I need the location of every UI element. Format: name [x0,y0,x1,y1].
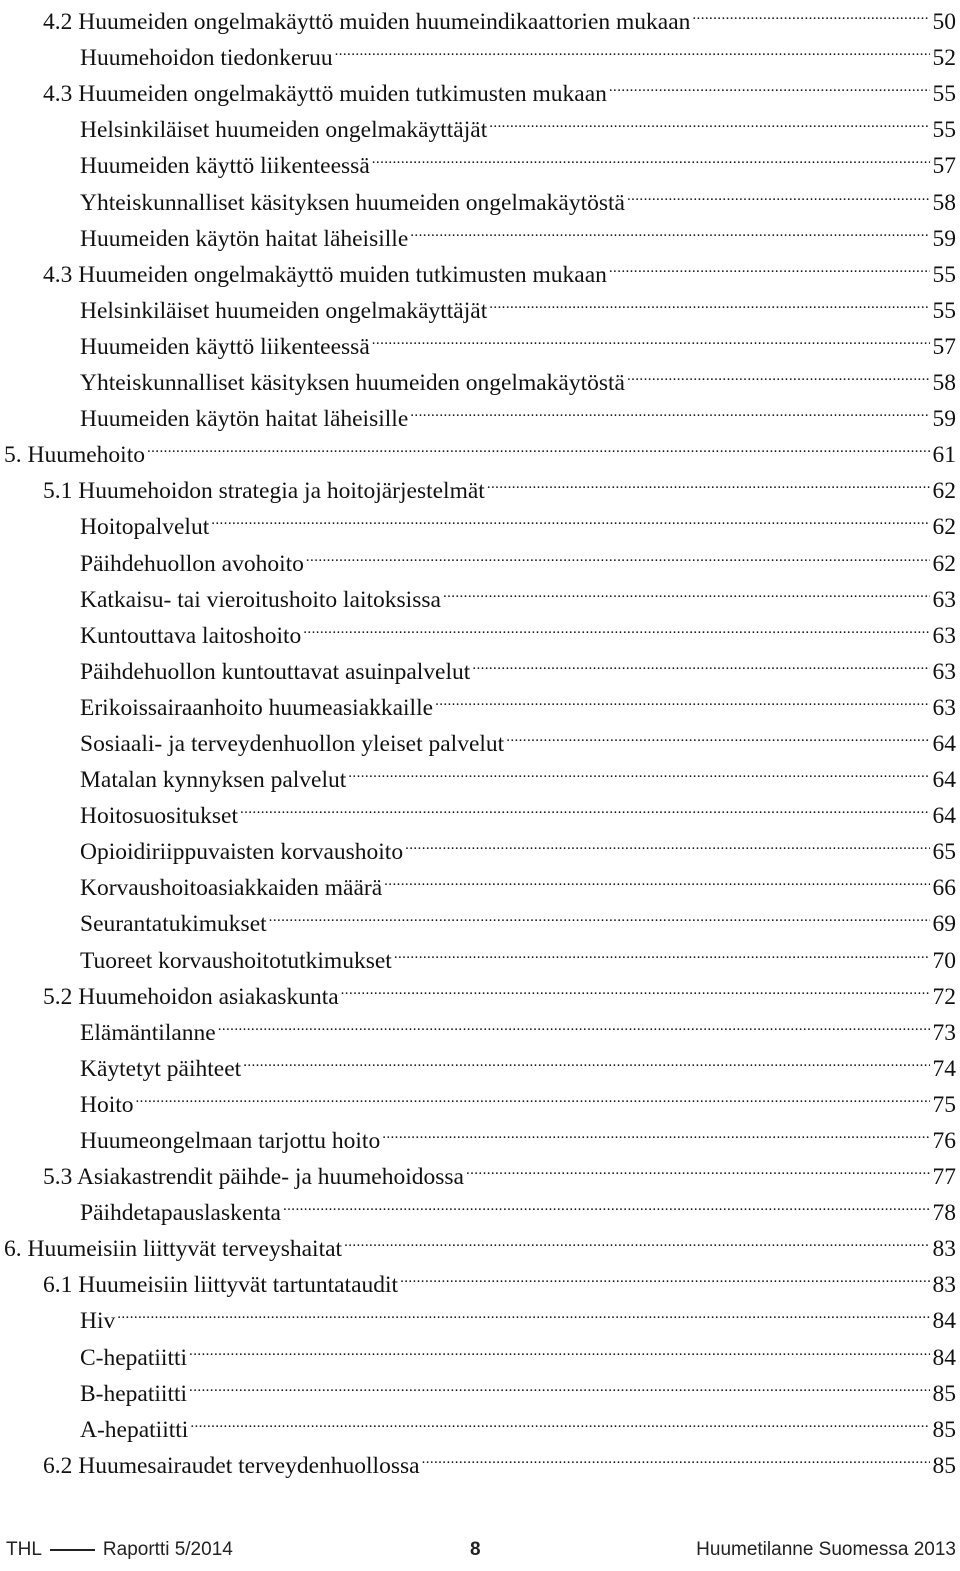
toc-dot-leader [443,571,930,607]
toc-dot-leader [627,173,930,209]
toc-dot-leader [147,426,930,462]
toc-entry-page: 58 [932,370,956,397]
toc-dot-leader [189,1328,929,1364]
toc-entry-title: Päihdehuollon kuntouttavat asuinpalvelut [80,658,471,685]
toc-dot-leader [609,246,930,282]
toc-entry-page: 85 [932,1380,956,1407]
toc-dot-leader [344,1220,929,1256]
toc-entry-title: Erikoissairaanhoito huumeasiakkaille [80,694,434,721]
toc-entry-page: 85 [932,1452,956,1479]
toc-dot-leader [372,318,930,354]
toc-entry-page: 84 [932,1308,956,1335]
toc-entry-title: Katkaisu- tai vieroitushoito laitoksissa [80,586,441,613]
toc-entry-title: Elämäntilanne [80,1019,216,1046]
toc-dot-leader [136,1076,930,1112]
toc-entry-page: 55 [932,81,956,108]
toc-dot-leader [435,679,929,715]
toc-dot-leader [487,462,930,498]
toc-dot-leader [269,895,930,931]
toc-entry-page: 59 [932,225,956,252]
toc-dot-leader [506,715,929,751]
toc-entry-title: Huumeiden käytön haitat läheisille [80,406,409,433]
toc-entry-title: Päihdetapauslaskenta [80,1200,281,1227]
toc-entry-title: Yhteiskunnalliset käsityksen huumeiden ongelmakäytöstä [80,370,625,397]
toc-dot-leader [410,390,929,426]
toc-entry-title: Hoitopalvelut [80,514,210,541]
toc-dot-leader [303,607,929,643]
footer-publisher: THL [6,1539,42,1560]
toc-entry-title: B-hepatiitti [80,1380,188,1407]
toc-entry-title: Huumeiden käyttö liikenteessä [80,153,370,180]
toc-entry-page: 55 [932,297,956,324]
toc-entry-page: 57 [932,333,956,360]
toc-entry-page: 65 [932,839,956,866]
toc-entry-title: Hoitosuositukset [80,803,238,830]
toc-entry-title: 5. Huumehoito [4,442,145,469]
toc-dot-leader [692,0,929,29]
toc-dot-leader [384,859,929,895]
toc-dot-leader [394,931,930,967]
toc-dot-leader [243,1040,929,1076]
toc-dot-leader [372,137,930,173]
toc-entry-title: 5.3 Asiakastrendit päihde- ja huumehoidossa [43,1164,464,1191]
footer-divider [50,1549,95,1551]
footer-publisher-series [6,1539,233,1561]
toc-entry-title: 5.1 Huumehoidon strategia ja hoitojärjestelmät [43,478,485,505]
toc-entry-title: 6. Huumeisiin liittyvät terveyshaitat [4,1236,343,1263]
toc-entry-title: 5.2 Huumehoidon asiakaskunta [43,983,339,1010]
toc-dot-leader [382,1112,929,1148]
toc-dot-leader [472,643,929,679]
toc-entry-page: 73 [932,1019,956,1046]
toc-dot-leader [609,65,930,101]
toc-entry-page: 62 [932,478,956,505]
toc-entry-page: 72 [932,983,956,1010]
toc-entry-page: 63 [932,658,956,685]
toc-entry-title: Sosiaali- ja terveydenhuollon yleiset palvelut [80,730,505,757]
toc-entry-title: 4.2 Huumeiden ongelmakäyttö muiden huumeindikaattorien mukaan [43,9,691,36]
toc-entry-title: Korvaushoitoasiakkaiden määrä [80,875,383,902]
toc-entry-title: Yhteiskunnalliset käsityksen huumeiden ongelmakäytöstä [80,189,625,216]
toc-entry-title: Kuntouttava laitoshoito [80,622,302,649]
toc-entry-title: 4.3 Huumeiden ongelmakäyttö muiden tutkimusten mukaan [43,261,607,288]
footer-page-number: 8 [470,1539,481,1560]
toc-entry-title: Huumehoidon tiedonkeruu [80,45,333,72]
toc-entry-title: 6.2 Huumesairaudet terveydenhuollossa [43,1452,420,1479]
toc-entry-page: 76 [932,1128,956,1154]
toc-entry-title: C-hepatiitti [80,1344,188,1371]
toc-dot-leader [410,210,929,246]
toc-entry-title: Huumeongelmaan tarjottu hoito [80,1128,381,1154]
toc-entry-title: Huumeiden käytön haitat läheisille [80,225,409,252]
toc-dot-leader [211,498,929,534]
toc-entry-page: 63 [932,622,956,649]
toc-dot-leader [627,354,930,390]
toc-entry[interactable] [0,1292,960,1335]
toc-entry-page: 55 [932,261,956,288]
toc-dot-leader [405,823,929,859]
toc-entry-title: Seurantatukimukset [80,911,267,938]
toc-entry-page: 57 [932,153,956,180]
toc-entry-title: Päihdehuollon avohoito [80,550,304,577]
toc-dot-leader [218,1004,930,1040]
toc-dot-leader [240,787,930,823]
toc-dot-leader [489,101,929,137]
toc-dot-leader [190,1401,929,1437]
toc-dot-leader [335,29,930,65]
toc-entry-title: Hoito [80,1091,134,1118]
toc-entry-page: 61 [932,442,956,469]
toc-entry-page: 74 [932,1055,956,1082]
toc-entry-page: 58 [932,189,956,216]
toc-entry-title: 4.3 Huumeiden ongelmakäyttö muiden tutkimusten mukaan [43,81,607,108]
toc-entry-title: Käytetyt päihteet [80,1055,242,1082]
toc-entry-page: 63 [932,694,956,721]
toc-dot-leader [306,534,930,570]
toc-entry-page: 77 [932,1164,956,1191]
toc-entry-page: 62 [932,514,956,541]
toc-entry-page: 55 [932,117,956,144]
toc-entry-page: 64 [932,803,956,830]
toc-entry-title: Helsinkiläiset huumeiden ongelmakäyttäjät [80,117,488,144]
toc-entry-title: A-hepatiitti [80,1416,189,1443]
toc-entry[interactable] [0,1112,960,1154]
toc-entry-page: 66 [932,875,956,902]
toc-entry-page: 69 [932,911,956,938]
toc-entry-title: Helsinkiläiset huumeiden ongelmakäyttäjät [80,297,488,324]
toc-entry[interactable] [0,1076,960,1118]
toc-dot-leader [422,1437,930,1473]
toc-entry-title: Matalan kynnyksen palvelut [80,767,347,794]
toc-dot-leader [489,282,929,318]
toc-entry-page: 83 [932,1236,956,1263]
toc-dot-leader [283,1184,930,1220]
toc-entry-title: Opioidiriippuvaisten korvaushoito [80,839,404,866]
toc-dot-leader [400,1256,929,1292]
toc-entry-page: 78 [932,1200,956,1227]
toc-entry-page: 52 [932,45,956,72]
toc-entry-page: 75 [932,1091,956,1118]
toc-entry-title: Tuoreet korvaushoitotutkimukset [80,947,392,974]
toc-dot-leader [348,751,929,787]
toc-entry-page: 64 [932,767,956,794]
toc-entry-page: 59 [932,406,956,433]
toc-entry-title: 6.1 Huumeisiin liittyvät tartuntataudit [43,1272,399,1299]
toc-entry-page: 85 [932,1416,956,1443]
toc-entry-page: 83 [932,1272,956,1299]
footer-publication-title: Huumetilanne Suomessa 2013 [696,1539,956,1560]
toc-entry-page: 64 [932,730,956,757]
toc-dot-leader [189,1365,929,1401]
toc-entry[interactable] [0,1328,960,1371]
toc-dot-leader [117,1292,929,1328]
toc-entry-page: 70 [932,947,956,974]
toc-entry-title: Huumeiden käyttö liikenteessä [80,333,370,360]
toc-dot-leader [341,968,930,1004]
footer-series: Raportti 5/2014 [102,1539,233,1560]
toc-dot-leader [466,1148,930,1184]
toc-entry-title: Hiv [80,1308,116,1335]
toc-entry-page: 63 [932,586,956,613]
toc-entry-page: 62 [932,550,956,577]
toc-entry-page: 84 [932,1344,956,1371]
page-footer [0,1537,960,1567]
toc-entry[interactable] [0,0,960,36]
toc-entry-page: 50 [932,9,956,36]
